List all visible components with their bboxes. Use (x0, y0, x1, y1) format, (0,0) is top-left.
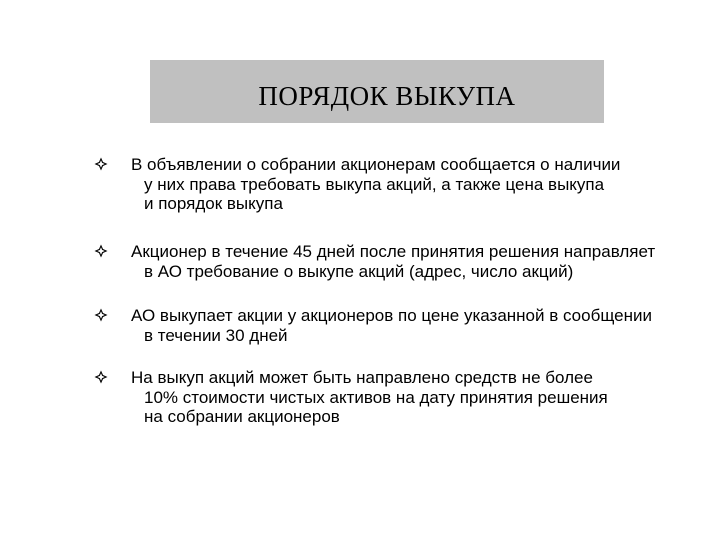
diamond-bullet-icon (94, 244, 108, 258)
bullet-text (131, 306, 691, 345)
bullet-line: у них права требовать выкупа акций, а также цена выкупа (144, 174, 605, 194)
bullet-text (131, 242, 691, 281)
bullet-line: и порядок выкупа (144, 194, 283, 213)
bullet-text (131, 155, 691, 214)
bullet-line: в течении 30 дней (144, 325, 288, 345)
bullet-line: В объявлении о собрании акционерам сообщается о наличии (131, 155, 621, 174)
bullet-line: на собрании акционеров (144, 407, 340, 426)
diamond-bullet-icon (94, 370, 108, 384)
diamond-bullet-icon (94, 157, 108, 171)
bullet-line: в АО требование о выкупе акций (адрес, число акций) (144, 261, 574, 281)
bullet-line: 10% стоимости чистых активов на дату принятия решения (144, 387, 608, 407)
page-title: ПОРЯДОК ВЫКУПА (258, 81, 516, 111)
bullet-line: На выкуп акций может быть направлено средств не более (131, 368, 593, 387)
bullet-text (131, 368, 691, 427)
bullet-line: АО выкупает акции у акционеров по цене указанной в сообщении (131, 306, 652, 325)
diamond-bullet-icon (94, 308, 108, 322)
bullet-line: Акционер в течение 45 дней после принятия решения направляет (131, 242, 656, 261)
